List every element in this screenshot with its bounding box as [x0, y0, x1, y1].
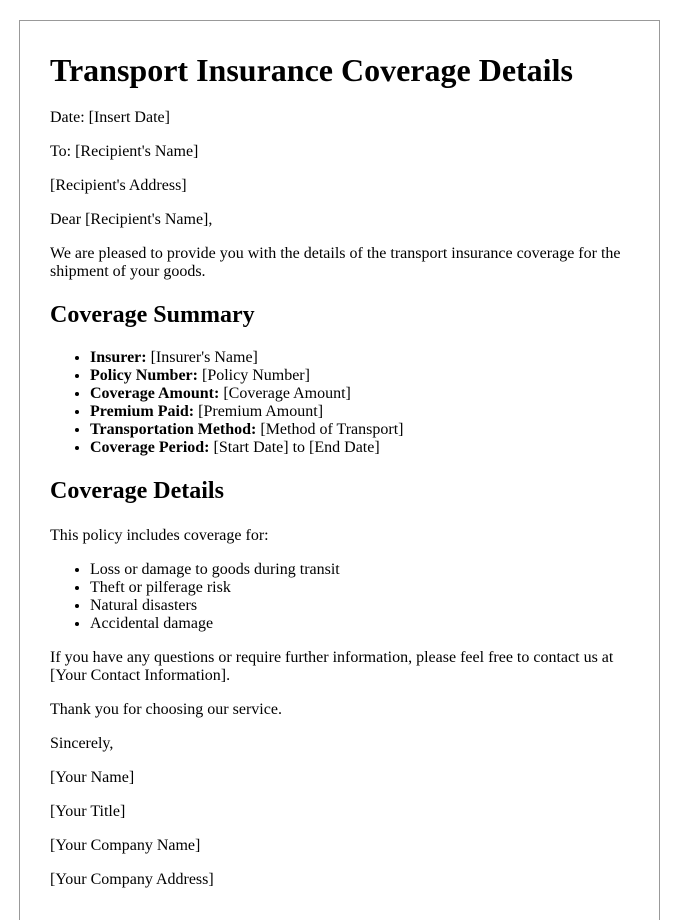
signature-title: [Your Title]	[50, 803, 126, 820]
list-item-label: Coverage Amount:	[90, 385, 220, 402]
list-item-label: Policy Number:	[90, 367, 198, 384]
letter-page	[19, 20, 660, 920]
signature-company-address: [Your Company Address]	[50, 871, 214, 888]
list-item	[90, 349, 629, 367]
list-item: • Natural disasters	[90, 597, 629, 615]
signature-company: [Your Company Name]	[50, 837, 201, 854]
list-item: • Accidental damage	[90, 615, 629, 633]
list-item-label: Premium Paid:	[90, 403, 195, 420]
intro-paragraph: We are pleased to provide you with the details of the transport insurance coverage for the shipment of your goods.	[50, 245, 621, 280]
coverage-details-list	[50, 561, 629, 633]
closing-line: Sincerely,	[50, 735, 114, 752]
list-item-label: Transportation Method:	[90, 421, 257, 438]
recipient-address-line: [Recipient's Address]	[50, 177, 187, 194]
list-item-value: [Insurer's Name]	[146, 349, 258, 366]
list-item-value: [Premium Amount]	[194, 403, 324, 420]
list-item-value: [Start Date] to [End Date]	[209, 439, 380, 456]
list-item-value: [Coverage Amount]	[219, 385, 351, 402]
list-item	[90, 439, 629, 457]
letter-title: Transport Insurance Coverage Details	[50, 52, 573, 88]
recipient-name-line: To: [Recipient's Name]	[50, 143, 199, 160]
list-item	[90, 367, 629, 385]
salutation: Dear [Recipient's Name],	[50, 211, 213, 228]
list-item: • Theft or pilferage risk	[90, 579, 629, 597]
list-item-value: [Method of Transport]	[256, 421, 404, 438]
signature-name: [Your Name]	[50, 769, 135, 786]
thanks-line: Thank you for choosing our service.	[50, 701, 282, 718]
list-item	[90, 385, 629, 403]
coverage-summary-list	[50, 349, 629, 457]
list-item	[90, 421, 629, 439]
list-item-label: Insurer:	[90, 349, 147, 366]
list-item-value: [Policy Number]	[197, 367, 310, 384]
date-line: Date: [Insert Date]	[50, 109, 170, 126]
coverage-details-heading: Coverage Details	[50, 478, 224, 504]
coverage-details-intro: This policy includes coverage for:	[50, 527, 269, 544]
list-item	[90, 403, 629, 421]
coverage-summary-heading: Coverage Summary	[50, 302, 255, 328]
list-item-label: Coverage Period:	[90, 439, 210, 456]
contact-paragraph: If you have any questions or require further information, please feel free to contact us at [Your Contact Information].	[50, 649, 614, 684]
list-item: • Loss or damage to goods during transit	[90, 561, 629, 579]
